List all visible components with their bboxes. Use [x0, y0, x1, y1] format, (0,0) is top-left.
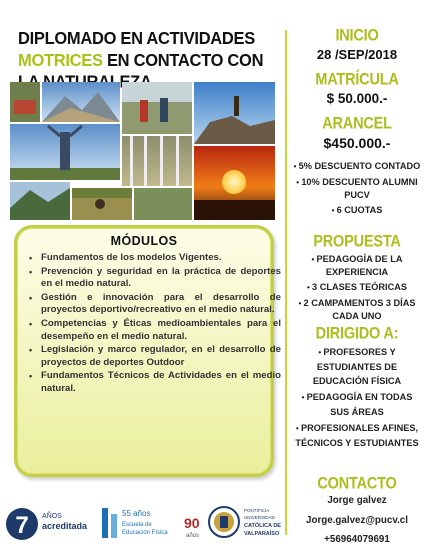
dirigido-item: • PEDAGOGÍA EN TODAS SUS ÁREAS [292, 390, 422, 419]
dirigido-label: DIRIGIDO A: [315, 325, 399, 343]
propuesta-item: • PEDAGOGÍA DE LA EXPERIENCIA [292, 253, 422, 278]
arancel-value: $450.000.- [323, 135, 391, 151]
module-item: • Fundamentos Técnicos de Actividades en el medio natural. [41, 370, 281, 395]
modules-box [14, 225, 281, 477]
contacto-label: CONTACTO [317, 475, 397, 493]
matricula-label: MATRÍCULA [315, 71, 399, 89]
anniversary-text: años [186, 533, 200, 539]
photo-meadow [134, 188, 192, 220]
institution-logos [6, 498, 286, 546]
propuesta-item: • 3 CLASES TEÓRICAS [292, 281, 422, 294]
propuesta-list [292, 253, 422, 322]
modules-list [25, 252, 281, 397]
title-line-2 [18, 50, 280, 72]
module-item: • Competencias y Éticas medioambientales para el desempeño en el medio natural. [41, 318, 281, 343]
module-item: • Prevención y seguridad en la práctica de deportes en el medio natural. [41, 266, 281, 291]
module-item: • Legislación y marco regulador, en el desarrollo de proyectos de deportes Outdoor [41, 344, 281, 369]
university-name-4: VALPARAÍSO [244, 531, 280, 537]
propuesta-item: • 2 CAMPAMENTOS 3 DÍAS CADA UNO [292, 297, 422, 322]
title-highlight: MOTRICES [18, 50, 103, 71]
dirigido-item: • PROFESIONALES AFINES, TÉCNICOS Y ESTUDIANTES [292, 421, 422, 450]
arancel-list [292, 160, 422, 217]
nature-photo-collage [10, 82, 275, 220]
contact-email[interactable]: Jorge.galvez@pucv.cl [306, 515, 408, 526]
university-seal [209, 507, 239, 537]
inicio-label: INICIO [335, 27, 379, 45]
arancel-label: ARANCEL [322, 115, 392, 133]
column-divider [285, 30, 287, 535]
accreditation-number: 7 [15, 512, 29, 539]
inicio-date: 28 /SEP/2018 [316, 47, 398, 62]
arancel-item: • 6 CUOTAS [292, 204, 422, 217]
logos-strip [6, 498, 286, 546]
contact-name: Jorge galvez [327, 495, 387, 506]
school-years: 55 años [122, 509, 151, 518]
accreditation-years: AÑOS [42, 513, 62, 520]
title-line-2-rest: EN CONTACTO CON [102, 50, 264, 71]
university-name-1: PONTIFICIA [244, 508, 270, 513]
dirigido-item: • PROFESORES Y ESTUDIANTES DE EDUCACIÓN FÍSICA [292, 345, 422, 388]
module-item: • Fundamentos de los modelos Vigentes. [41, 252, 281, 265]
anniversary-logo [184, 515, 200, 539]
collage-image [10, 82, 275, 220]
tent-shape [14, 100, 36, 114]
anniversary-number: 90 [184, 515, 200, 531]
school-name-2: Educación Física [122, 530, 168, 536]
school-name-1: Escuela de [122, 522, 152, 528]
modules-heading: MÓDULOS [110, 234, 178, 248]
matricula-value: $ 50.000.- [326, 91, 388, 106]
arancel-item: • 10% DESCUENTO ALUMNI PUCV [292, 176, 422, 201]
university-name-3: CATÓLICA DE [244, 523, 281, 529]
university-name-2: UNIVERSIDAD [244, 515, 275, 520]
school-logo [102, 508, 168, 538]
accreditation-word: acreditada [42, 521, 88, 531]
university-name [244, 508, 281, 537]
contact-phone: +56964079691 [324, 534, 390, 545]
propuesta-label: PROPUESTA [313, 233, 401, 251]
dirigido-list [292, 345, 422, 450]
module-item: • Gestión e innovación para el desarrollo de proyectos deportivo/recreativo en el medio natural. [41, 292, 281, 317]
title-line-1: DIPLOMADO EN ACTIVIDADES [18, 29, 255, 49]
accreditation-logo [6, 508, 88, 540]
arancel-item: • 5% DESCUENTO CONTADO [292, 160, 422, 173]
